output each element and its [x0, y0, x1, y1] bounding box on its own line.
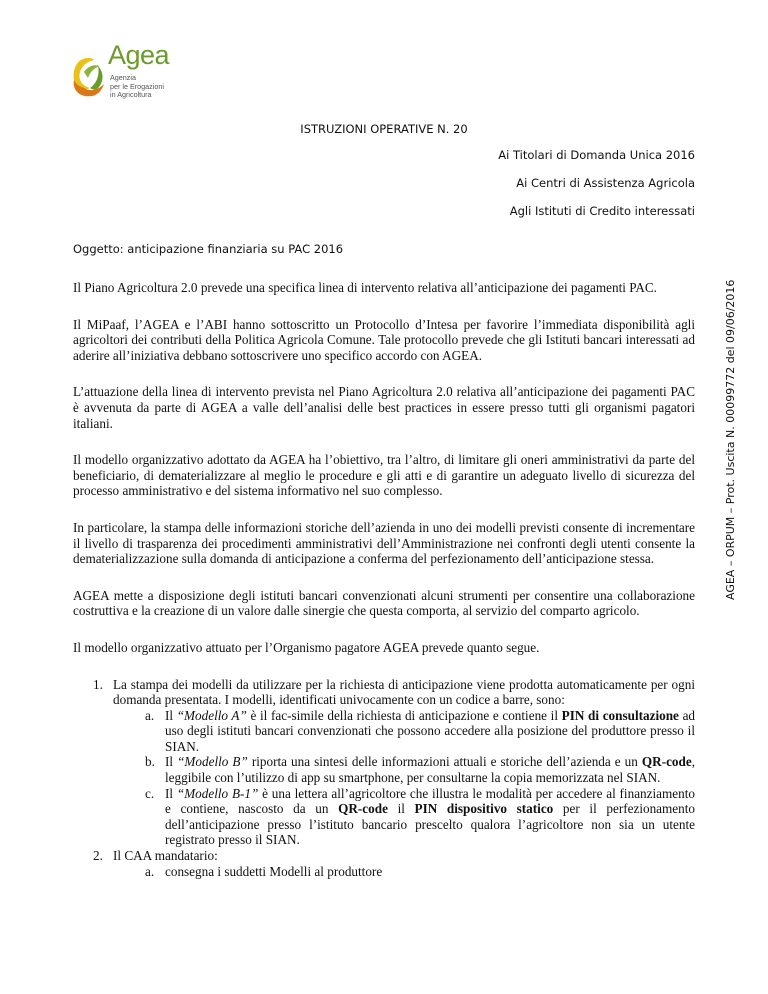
- paragraph: AGEA mette a disposizione degli istituti bancari convenzionati alcuni strumenti per consentire una collaborazione costruttiva e la creazione di un valore dalle sinergie che questa comporta, al servizio del comparto agricolo.: [73, 587, 695, 619]
- paragraph: Il modello organizzativo adottato da AGEA ha l’obiettivo, tra l’altro, di limitare gli oneri amministrativi da parte del beneficiario, di dematerializzare al meglio le procedure e gli atti e di garantire un adeguato livello di sicurezza del processo amministrativo e del sistema informativo nel suo complesso.: [73, 452, 695, 499]
- paragraph: Il MiPaaf, l’AGEA e l’ABI hanno sottoscritto un Protocollo d’Intesa per favorire l’immediata disponibilità agli agricoltori dei contributi della Politica Agricola Comune. Tale protocollo prevede che gli Istituti bancari interessati ad aderire all’iniziativa debbano sottoscrivere uno specifico accordo con AGEA.: [73, 316, 695, 363]
- sub-list-item: b. Il “Modello B” riporta una sintesi delle informazioni attuali e storiche dell’azienda e un QR-code, leggibile con l’utilizzo di app su smartphone, per consultarne la copia memorizzata nel SIAN.: [145, 754, 696, 786]
- subject-line: Oggetto: anticipazione finanziaria su PAC 2016: [73, 242, 344, 256]
- document-title: ISTRUZIONI OPERATIVE N. 20: [300, 122, 468, 136]
- sub-list-item: a. consegna i suddetti Modelli al produttore: [145, 863, 383, 879]
- sub-list-item: c. Il “Modello B-1” è una lettera all’agricoltore che illustra le modalità per accedere al finanziamento e contiene, nascosto da un QR-code il PIN dispositivo statico per il perfezionamento dell’anticipazione presso l’istituto bancario prescelto qualora l’agricoltore non sia un utente registrato presso il SIAN.: [145, 785, 695, 848]
- protocol-stamp: AGEA – ORPUM – Prot. Uscita N. 00099772 del 09/06/2016: [724, 279, 737, 600]
- list-item: 1. La stampa dei modelli da utilizzare per la richiesta di anticipazione viene prodotta automaticamente per ogni domanda presentata. I modelli, identificati univocamente con un codice a barre, sono:: [93, 676, 695, 708]
- logo-subtitle: Agenzia per le Erogazioni in Agricoltura: [110, 73, 164, 100]
- addressee-1: Ai Titolari di Domanda Unica 2016: [498, 148, 695, 162]
- agea-leaf-icon: [68, 36, 108, 106]
- paragraph: Il Piano Agricoltura 2.0 prevede una specifica linea di intervento relativa all’anticipazione dei pagamenti PAC.: [73, 280, 657, 295]
- sub-list-item: a. Il “Modello A” è il fac-simile della richiesta di anticipazione e contiene il PIN di consultazione ad uso degli istituti bancari convenzionati che possono accedere alla posizione del produttore presso il SIAN.: [145, 707, 696, 754]
- list-item: 2. Il CAA mandatario:: [93, 848, 218, 864]
- addressee-3: Agli Istituti di Credito interessati: [509, 204, 695, 218]
- numbered-list: [93, 677, 695, 880]
- logo-wordmark: Agea: [108, 40, 170, 70]
- paragraph: Il modello organizzativo attuato per l’Organismo pagatore AGEA prevede quanto segue.: [73, 639, 540, 655]
- agea-logo: [68, 36, 218, 106]
- addressee-2: Ai Centri di Assistenza Agricola: [516, 176, 695, 190]
- paragraph: L’attuazione della linea di intervento prevista nel Piano Agricoltura 2.0 relativa all’anticipazione dei pagamenti PAC è avvenuta da parte di AGEA a valle dell’analisi delle best practices in essere presso tutti gli organismi pagatori italiani.: [73, 384, 695, 431]
- paragraph: In particolare, la stampa delle informazioni storiche dell’azienda in uno dei modelli previsti consente di incrementare il livello di trasparenza dei procedimenti amministrativi dell’Amministrazione nei confronti degli utenti consente la dematerializzazione sulla domanda di anticipazione a conferma del perfezionamento dell’anticipazione stessa.: [73, 519, 695, 567]
- document-body: [73, 280, 695, 879]
